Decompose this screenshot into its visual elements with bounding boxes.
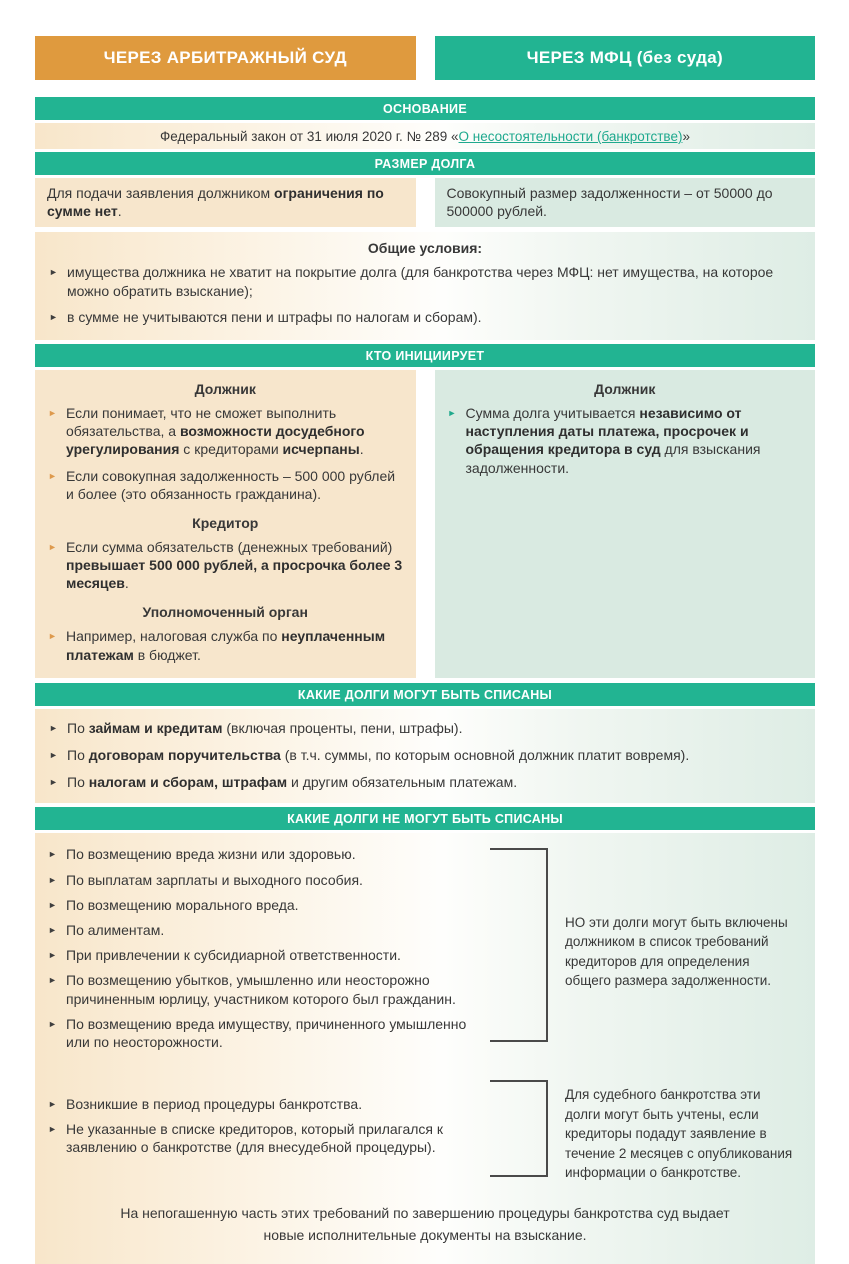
group-heading: Должник bbox=[194, 380, 256, 397]
header-row bbox=[35, 36, 815, 80]
footer-note: На непогашенную часть этих требований по завершению процедуры банкротства суд выдает новые исполнительные документы на взыскание. bbox=[120, 1204, 730, 1243]
text: (включая проценты, пени, штрафы). bbox=[222, 719, 463, 736]
banner-mfc: ЧЕРЕЗ МФЦ (без суда) bbox=[435, 36, 816, 80]
banner-arbitration-court: ЧЕРЕЗ АРБИТРАЖНЫЙ СУД bbox=[35, 36, 416, 80]
text: По возмещению морального вреда. bbox=[66, 896, 299, 913]
text: Если совокупная задолженность – 500 000 рублей и более (это обязанность гражданина). bbox=[66, 467, 396, 502]
bold-text: ограничения по сумме нет bbox=[47, 185, 384, 220]
infographic-page bbox=[35, 36, 815, 1264]
list-item bbox=[49, 308, 801, 326]
group-list bbox=[48, 627, 403, 663]
text: Возникшие в период процедуры банкротства. bbox=[66, 1096, 363, 1113]
dischargeable-debts-list bbox=[49, 719, 801, 792]
text: и другим обязательным платежам. bbox=[287, 774, 518, 791]
debt-size-court bbox=[35, 178, 416, 227]
bullet-text bbox=[66, 921, 164, 939]
bullet-arrow-icon: ► bbox=[48, 407, 57, 418]
list-item bbox=[448, 404, 803, 477]
bullet-text bbox=[66, 896, 299, 914]
non-dischargeable-row-1 bbox=[35, 845, 815, 1058]
law-row bbox=[35, 123, 815, 149]
group-creditor bbox=[48, 515, 403, 593]
bullet-text bbox=[66, 467, 403, 503]
group-list bbox=[48, 404, 403, 503]
section-bar-osnovanie: ОСНОВАНИЕ bbox=[35, 97, 815, 120]
section-bar-razmer-dolga: РАЗМЕР ДОЛГА bbox=[35, 152, 815, 175]
bullet-text bbox=[67, 773, 517, 791]
text: (в т.ч. суммы, по которым основной должник платит вовремя). bbox=[280, 747, 690, 763]
bullet-arrow-icon: ► bbox=[48, 1124, 57, 1135]
bullet-arrow-icon: ► bbox=[48, 631, 57, 642]
bracket bbox=[490, 1080, 548, 1177]
text: Если сумма обязательств (денежных требований) bbox=[66, 538, 393, 555]
list-item bbox=[48, 467, 403, 503]
bullet-arrow-icon: ► bbox=[49, 311, 58, 322]
text: с кредиторами bbox=[179, 441, 283, 458]
bullet-text bbox=[66, 1120, 490, 1156]
dischargeable-debts-box bbox=[35, 709, 815, 804]
bullet-text bbox=[67, 719, 463, 737]
list-item bbox=[48, 1120, 490, 1156]
bullet-arrow-icon: ► bbox=[49, 722, 58, 733]
non-dischargeable-list-1 bbox=[35, 845, 490, 1058]
list-item bbox=[48, 627, 403, 663]
bullet-text bbox=[466, 404, 803, 477]
bullet-arrow-icon: ► bbox=[48, 924, 57, 935]
list-item bbox=[48, 971, 490, 1007]
list-item bbox=[48, 538, 403, 593]
text: По bbox=[67, 747, 89, 763]
text: По bbox=[67, 774, 89, 791]
text: Сумма долга учитывается bbox=[465, 404, 640, 421]
list-item bbox=[48, 946, 490, 964]
list-item bbox=[48, 845, 490, 863]
section-bar-dolgi-spisany: КАКИЕ ДОЛГИ МОГУТ БЫТЬ СПИСАНЫ bbox=[35, 683, 815, 706]
text: По алиментам. bbox=[66, 921, 165, 938]
text: При привлечении к субсидиарной ответственности. bbox=[66, 947, 401, 964]
text: По bbox=[67, 719, 89, 736]
bullet-arrow-icon: ► bbox=[48, 975, 57, 986]
text: Совокупный размер задолженности – от 50000 до 500000 рублей. bbox=[446, 185, 773, 220]
bold-text: исчерпаны bbox=[282, 441, 360, 458]
list-item bbox=[49, 719, 801, 737]
list-item bbox=[48, 1095, 490, 1113]
list-item bbox=[49, 773, 801, 791]
list-item bbox=[48, 404, 403, 459]
bullet-arrow-icon: ► bbox=[48, 950, 57, 961]
bullet-arrow-icon: ► bbox=[48, 899, 57, 910]
bullet-text bbox=[66, 404, 403, 459]
section-bar-kto-initsiiruet: КТО ИНИЦИИРУЕТ bbox=[35, 344, 815, 367]
bullet-text bbox=[66, 946, 401, 964]
law-text-suffix: » bbox=[682, 129, 690, 144]
bullet-arrow-icon: ► bbox=[48, 1018, 57, 1029]
group-heading: Кредитор bbox=[192, 514, 259, 531]
bullet-arrow-icon: ► bbox=[48, 849, 57, 860]
bullet-arrow-icon: ► bbox=[447, 407, 457, 418]
text: По выплатам зарплаты и выходного пособия. bbox=[66, 871, 363, 888]
text: По возмещению убытков, умышленно или неосторожно причиненным юрлицу, участником которого был гражданин. bbox=[66, 972, 456, 1007]
group-list bbox=[48, 538, 403, 593]
initiator-mfc-column bbox=[435, 370, 816, 678]
debt-size-row bbox=[35, 178, 815, 227]
note-included-in-claims: НО эти долги могут быть включены должником в список требований кредиторов для определения общего размера задолженности. bbox=[565, 914, 788, 989]
text: . bbox=[117, 203, 122, 220]
initiator-row bbox=[35, 370, 815, 678]
list-item bbox=[49, 746, 801, 764]
bold-text: возможности досудебного урегулирования bbox=[66, 423, 365, 458]
bold-text: независимо от наступления даты платежа, просрочек и обращения кредитора в суд bbox=[465, 404, 749, 458]
bullet-text bbox=[66, 845, 356, 863]
bullet-text bbox=[66, 627, 403, 663]
bullet-text bbox=[67, 308, 482, 326]
bold-text: займам и кредитам bbox=[88, 719, 223, 736]
text: для взыскания задолженности. bbox=[465, 441, 761, 476]
bullet-text bbox=[66, 1095, 362, 1113]
text: . bbox=[124, 575, 129, 592]
bullet-text bbox=[66, 871, 363, 889]
text: По возмещению вреда имуществу, причиненного умышленно или по неосторожности. bbox=[66, 1015, 467, 1050]
bullet-text bbox=[67, 746, 689, 764]
bracket bbox=[490, 848, 548, 1042]
group-debtor bbox=[48, 381, 403, 503]
common-conditions-list bbox=[49, 263, 801, 326]
debt-size-mfc bbox=[435, 178, 816, 227]
section-bar-dolgi-ne-spisany: КАКИЕ ДОЛГИ НЕ МОГУТ БЫТЬ СПИСАНЫ bbox=[35, 807, 815, 830]
list-item bbox=[49, 263, 801, 299]
law-text-prefix: Федеральный закон от 31 июля 2020 г. № 289 « bbox=[160, 129, 459, 144]
bullet-arrow-icon: ► bbox=[49, 777, 58, 788]
non-dischargeable-row-2 bbox=[35, 1080, 815, 1183]
text: Например, налоговая служба по bbox=[66, 628, 282, 645]
bullet-text bbox=[66, 971, 490, 1007]
group-heading: Уполномоченный орган bbox=[142, 604, 308, 621]
text: Если понимает, что не сможет выполнить обязательства, а bbox=[66, 404, 337, 440]
common-conditions-heading: Общие условия: bbox=[367, 240, 483, 257]
bullet-text bbox=[66, 1015, 490, 1051]
bold-text: неуплаченным платежам bbox=[66, 628, 386, 663]
bullet-arrow-icon: ► bbox=[49, 267, 58, 278]
list-item bbox=[48, 921, 490, 939]
text: . bbox=[359, 441, 364, 458]
non-dischargeable-debts-box bbox=[35, 833, 815, 1264]
bullet-arrow-icon: ► bbox=[48, 470, 57, 481]
bullet-arrow-icon: ► bbox=[48, 1099, 57, 1110]
text: Не указанные в списке кредиторов, который прилагался к заявлению о банкротстве (для внесудебной процедуры). bbox=[66, 1121, 444, 1156]
group-list bbox=[448, 404, 803, 477]
bullet-arrow-icon: ► bbox=[48, 541, 57, 552]
text: имущества должника не хватит на покрытие долга (для банкротства через МФЦ: нет имущества, на которое можно обратить взыскание); bbox=[67, 264, 774, 299]
list-item bbox=[48, 1015, 490, 1051]
common-conditions-box bbox=[35, 232, 815, 340]
bold-text: договорам поручительства bbox=[88, 747, 281, 763]
bold-text: превышает 500 000 рублей, а просрочка более 3 месяцев bbox=[66, 557, 403, 592]
non-dischargeable-list-2 bbox=[35, 1080, 490, 1183]
bullet-arrow-icon: ► bbox=[48, 874, 57, 885]
bullet-text bbox=[67, 263, 801, 299]
initiator-court-column bbox=[35, 370, 416, 678]
list-item bbox=[48, 896, 490, 914]
law-link[interactable]: О несостоятельности (банкротстве) bbox=[458, 129, 683, 144]
list-item bbox=[48, 871, 490, 889]
bold-text: налогам и сборам, штрафам bbox=[88, 774, 288, 791]
note-court-bankruptcy: Для судебного банкротства эти долги могут быть учтены, если кредиторы подадут заявление в течение 2 месяцев с опубликования информации о банкротстве. bbox=[565, 1087, 793, 1181]
bullet-text bbox=[66, 538, 403, 593]
group-heading: Должник bbox=[594, 380, 656, 397]
text: в бюджет. bbox=[133, 646, 201, 663]
text: Для подачи заявления должником bbox=[47, 185, 275, 201]
text: По возмещению вреда жизни или здоровью. bbox=[66, 846, 356, 863]
text: в сумме не учитываются пени и штрафы по налогам и сборам). bbox=[67, 308, 482, 325]
bullet-arrow-icon: ► bbox=[49, 750, 58, 760]
group-authorized-body bbox=[48, 604, 403, 663]
group-debtor bbox=[448, 381, 803, 477]
